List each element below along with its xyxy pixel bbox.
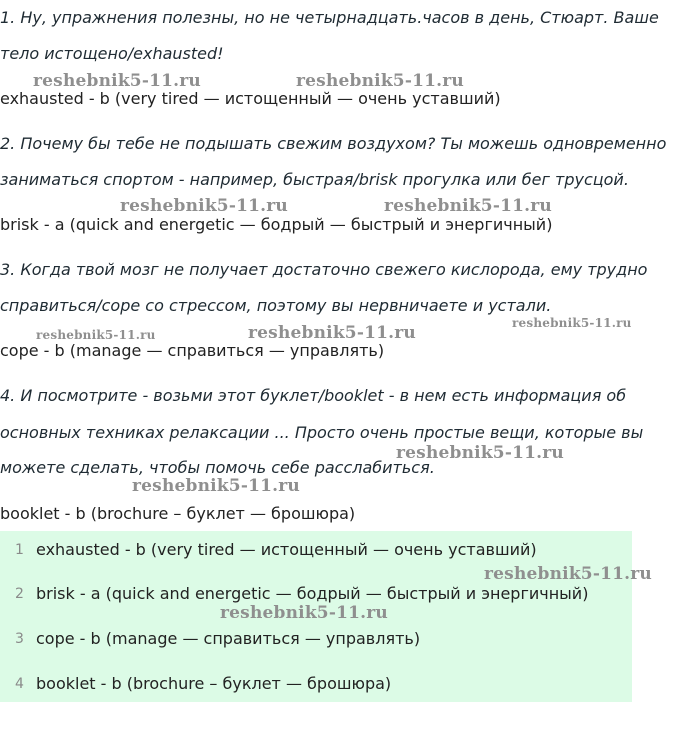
answer-3: cope - b (manage — справиться — управлять) [0, 341, 385, 360]
summary-number: 4 [15, 676, 24, 692]
question-4-line-2: основных техниках релаксации ... Просто очень простые вещи, которые вы [0, 423, 644, 442]
watermark: reshebnik5-11.ru [396, 443, 564, 463]
answer-2: brisk - a (quick and energetic — бодрый — быстрый и энергичный) [0, 215, 553, 234]
watermark: reshebnik5-11.ru [132, 476, 300, 496]
watermark: reshebnik5-11.ru [220, 603, 388, 623]
watermark: reshebnik5-11.ru [484, 564, 652, 584]
question-3-line-2: справиться/cope со стрессом, поэтому вы нервничаете и устали. [0, 296, 552, 315]
question-4-line-1: 4. И посмотрите - возьми этот буклет/booklet - в нем есть информация об [0, 386, 627, 405]
watermark: reshebnik5-11.ru [384, 196, 552, 216]
summary-number: 3 [15, 631, 24, 647]
summary-text: exhausted - b (very tired — истощенный — очень уставший) [36, 540, 537, 559]
question-4-line-3: можете сделать, чтобы помочь себе расслабиться. [0, 458, 435, 477]
summary-number: 1 [15, 542, 24, 558]
question-1-line-1: 1. Ну, упражнения полезны, но не четырнадцать.часов в день, Стюарт. Ваше [0, 8, 659, 27]
question-2-line-1: 2. Почему бы тебе не подышать свежим воздухом? Ты можешь одновременно [0, 134, 667, 153]
summary-text: cope - b (manage — справиться — управлять) [36, 629, 421, 648]
watermark: reshebnik5-11.ru [36, 328, 156, 342]
answer-4: booklet - b (brochure – буклет — брошюра) [0, 504, 356, 523]
watermark: reshebnik5-11.ru [248, 323, 416, 343]
question-3-line-1: 3. Когда твой мозг не получает достаточно свежего кислорода, ему трудно [0, 260, 648, 279]
watermark: reshebnik5-11.ru [512, 316, 632, 330]
summary-number: 2 [15, 586, 24, 602]
watermark: reshebnik5-11.ru [120, 196, 288, 216]
question-1-line-2: тело истощено/exhausted! [0, 44, 224, 63]
watermark: reshebnik5-11.ru [33, 71, 201, 91]
question-2-line-2: заниматься спортом - например, быстрая/brisk прогулка или бег трусцой. [0, 170, 629, 189]
watermark: reshebnik5-11.ru [296, 71, 464, 91]
summary-text: booklet - b (brochure – буклет — брошюра) [36, 674, 392, 693]
answer-1: exhausted - b (very tired — истощенный — очень уставший) [0, 89, 501, 108]
summary-text: brisk - a (quick and energetic — бодрый — быстрый и энергичный) [36, 584, 589, 603]
